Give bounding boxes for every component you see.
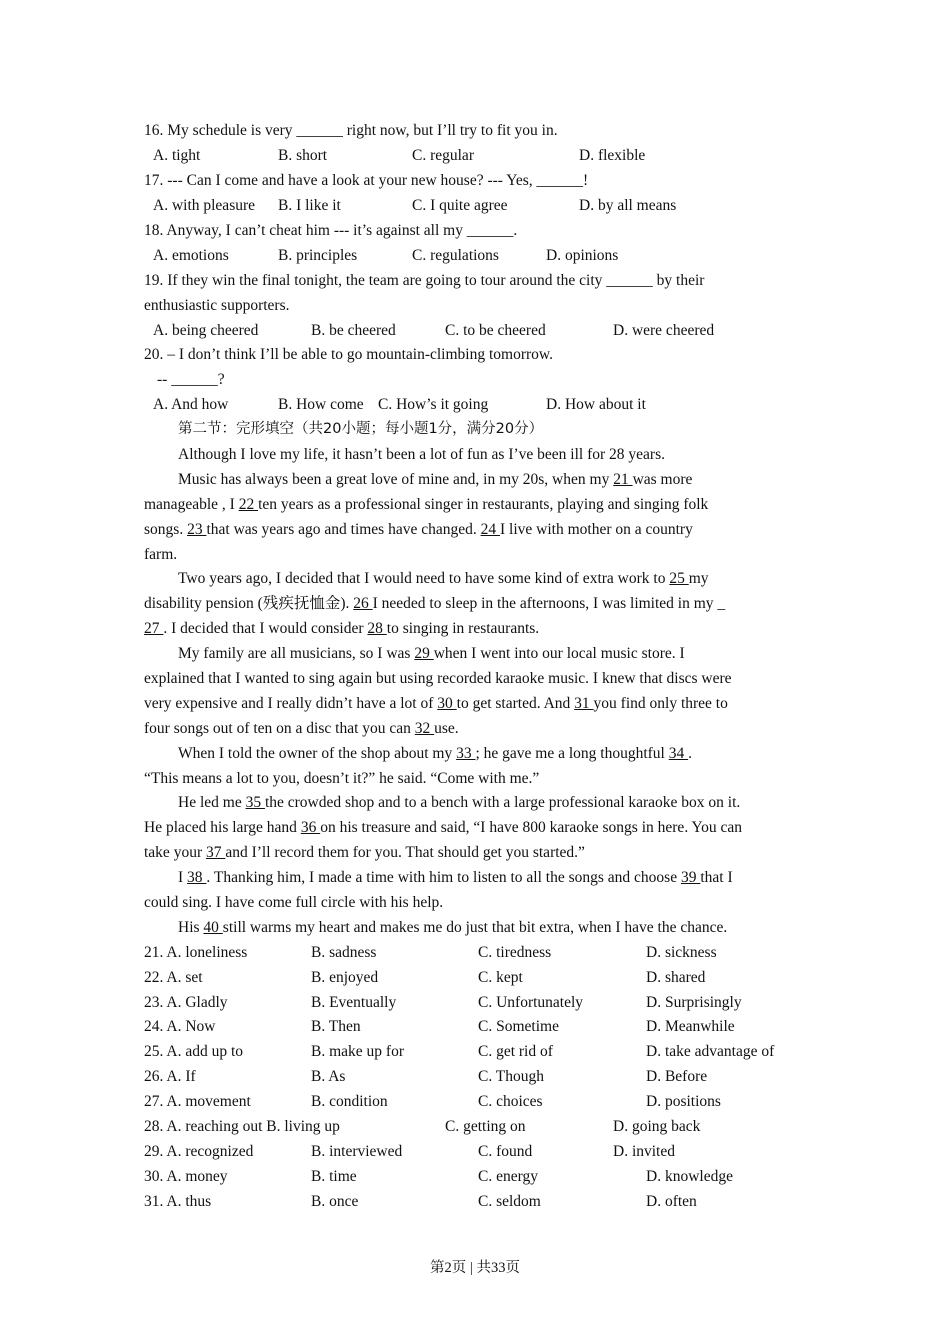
text: .: [688, 745, 692, 762]
text: take your: [144, 844, 206, 861]
text: that I: [700, 869, 733, 886]
text: . Thanking him, I made a time with him to listen to all the songs and choose: [206, 869, 681, 886]
q16-option-b: B. short: [278, 147, 328, 164]
option-c: C. kept: [478, 969, 523, 986]
question-17-stem: 17. --- Can I come and have a look at your new house? --- Yes, ______!: [144, 172, 589, 189]
passage-p7-line2: could sing. I have come full circle with his help.: [144, 894, 444, 911]
blank-29: 29: [414, 645, 434, 662]
option-c: C. energy: [478, 1168, 538, 1185]
q18-option-a: A. emotions: [153, 247, 229, 264]
q16-option-c: C. regular: [412, 147, 474, 164]
blank-38: 38: [187, 869, 207, 886]
passage-p2-line4: farm.: [144, 546, 178, 563]
option-b: B. sadness: [311, 944, 377, 961]
option-b: B. condition: [311, 1093, 388, 1110]
option-c: C. Though: [478, 1068, 545, 1085]
option-c: C. getting on: [445, 1118, 526, 1135]
blank-28: 28: [367, 620, 387, 637]
text: . I decided that I would consider: [163, 620, 368, 637]
text: ten years as a professional singer in restaurants, playing and singing folk: [258, 496, 709, 513]
q17-option-d: D. by all means: [579, 197, 677, 214]
text: songs.: [144, 521, 188, 538]
passage-p4-line4: [144, 719, 459, 739]
option-a: 23. A. Gladly: [144, 994, 228, 1011]
blank-23: 23: [187, 521, 207, 538]
option-d: D. Meanwhile: [646, 1018, 735, 1035]
text: Music has always been a great love of mine and, in my 20s, when my: [178, 471, 614, 488]
option-d: D. take advantage of: [646, 1043, 775, 1060]
option-d: D. often: [646, 1193, 697, 1210]
question-19-stem: 19. If they win the final tonight, the team are going to tour around the city ______ by their: [144, 272, 705, 289]
option-d: D. sickness: [646, 944, 717, 961]
blank-32: 32: [414, 720, 435, 737]
blank-27-start: _: [717, 595, 726, 612]
q20-option-b: B. How come: [278, 396, 364, 413]
text: His: [178, 919, 204, 936]
blank-31: 31: [574, 695, 594, 712]
option-d: D. shared: [646, 969, 706, 986]
text: that was years ago and times have changed.: [206, 521, 481, 538]
text: and I’ll record them for you. That should get you started.”: [225, 844, 585, 861]
passage-p5-line1: [178, 744, 692, 764]
blank-33: 33: [456, 745, 476, 762]
text: four songs out of ten on a disc that you can: [144, 720, 415, 737]
passage-p2-line2: [144, 495, 708, 515]
option-c: C. choices: [478, 1093, 543, 1110]
passage-p1: Although I love my life, it hasn’t been a lot of fun as I’ve been ill for 28 years.: [178, 446, 665, 463]
q20-option-c: C. How’s it going: [378, 396, 489, 413]
blank-25: 25: [669, 570, 689, 587]
blank-40: 40: [203, 919, 223, 936]
text: very expensive and I really didn’t have a lot of: [144, 695, 438, 712]
passage-p4-line1: [178, 644, 685, 664]
page-footer: 第2页 | 共33页: [430, 1260, 520, 1276]
passage-p5-line2: “This means a lot to you, doesn’t it?” he said. “Come with me.”: [144, 770, 540, 787]
q18-option-d: D. opinions: [546, 247, 619, 264]
question-18-stem: 18. Anyway, I can’t cheat him --- it’s against all my ______.: [144, 222, 518, 239]
option-c: C. found: [478, 1143, 533, 1160]
text: the crowded shop and to a bench with a large professional karaoke box on it.: [264, 794, 741, 811]
q18-option-b: B. principles: [278, 247, 358, 264]
q19-option-a: A. being cheered: [153, 322, 259, 339]
blank-36: 36: [300, 819, 321, 836]
text: I: [178, 869, 188, 886]
q20-option-d: D. How about it: [546, 396, 646, 413]
option-a: 31. A. thus: [144, 1193, 212, 1210]
text: Two years ago, I decided that I would need to have some kind of extra work to: [178, 570, 670, 587]
option-b: B. make up for: [311, 1043, 404, 1060]
text: ; he gave me a long thoughtful: [475, 745, 669, 762]
text: manageable , I: [144, 496, 239, 513]
passage-p8-line1: [178, 918, 727, 938]
blank-37: 37: [205, 844, 226, 861]
option-a: 21. A. loneliness: [144, 944, 248, 961]
text: I needed to sleep in the afternoons, I was limited in my: [372, 595, 718, 612]
option-a: 25. A. add up to: [144, 1043, 244, 1060]
q17-option-a: A. with pleasure: [153, 197, 256, 214]
blank-30: 30: [437, 695, 457, 712]
blank-27: 27: [144, 620, 164, 637]
text: to get started. And: [456, 695, 575, 712]
q20-option-a: A. And how: [153, 396, 229, 413]
option-b: B. Eventually: [311, 994, 397, 1011]
passage-p6-line2: [144, 818, 742, 838]
passage-p6-line1: [178, 793, 740, 813]
blank-34: 34: [668, 745, 689, 762]
passage-p3-line3: [144, 619, 539, 639]
option-c: C. tiredness: [478, 944, 552, 961]
option-b: B. Then: [311, 1018, 361, 1035]
question-16-stem: 16. My schedule is very ______ right now, but I’ll try to fit you in.: [144, 122, 558, 139]
q19-option-b: B. be cheered: [311, 322, 396, 339]
q19-option-d: D. were cheered: [613, 322, 715, 339]
option-d: D. knowledge: [646, 1168, 733, 1185]
text: still warms my heart and makes me do just that bit extra, when I have the chance.: [222, 919, 728, 936]
option-b: B. enjoyed: [311, 969, 379, 986]
text: you find only three to: [593, 695, 728, 712]
section-title: 第二节：完形填空（共20小题；每小题1分，满分20分）: [178, 421, 544, 437]
option-a: 22. A. set: [144, 969, 203, 986]
option-b: B. time: [311, 1168, 357, 1185]
option-a: 29. A. recognized: [144, 1143, 254, 1160]
text: My family are all musicians, so I was: [178, 645, 415, 662]
blank-35: 35: [245, 794, 265, 811]
text: to singing in restaurants.: [386, 620, 540, 637]
passage-p4-line2: explained that I wanted to sing again but using recorded karaoke music. I knew that discs were: [144, 670, 732, 687]
option-c: C. Unfortunately: [478, 994, 584, 1011]
text: He led me: [178, 794, 246, 811]
text: When I told the owner of the shop about my: [178, 745, 457, 762]
option-b: B. interviewed: [311, 1143, 403, 1160]
blank-24: 24: [480, 521, 500, 538]
q19-option-c: C. to be cheered: [445, 322, 546, 339]
passage-p6-line3: [144, 843, 585, 863]
passage-p7-line1: [178, 868, 733, 888]
option-c: C. get rid of: [478, 1043, 553, 1060]
option-a: 24. A. Now: [144, 1018, 216, 1035]
blank-22: 22: [238, 496, 259, 513]
option-d: D. Before: [646, 1068, 708, 1085]
blank-21: 21: [613, 471, 633, 488]
text: use.: [434, 720, 459, 737]
passage-p2-line1: [178, 470, 692, 490]
option-d: D. invited: [613, 1143, 675, 1160]
q18-option-c: C. regulations: [412, 247, 499, 264]
blank-39: 39: [680, 869, 701, 886]
q17-option-c: C. I quite agree: [412, 197, 508, 214]
question-20-stem: 20. – I don’t think I’ll be able to go mountain-climbing tomorrow.: [144, 346, 553, 363]
option-b: B. As: [311, 1068, 346, 1085]
option-b: B. once: [311, 1193, 359, 1210]
option-a-b: 28. A. reaching out B. living up: [144, 1118, 340, 1135]
blank-26: 26: [353, 595, 373, 612]
question-20-stem-cont: -- ______?: [157, 371, 225, 388]
option-d: D. positions: [646, 1093, 721, 1110]
option-a: 30. A. money: [144, 1168, 228, 1185]
text: was more: [632, 471, 693, 488]
passage-p4-line3: [144, 694, 728, 714]
q16-option-d: D. flexible: [579, 147, 646, 164]
q17-option-b: B. I like it: [278, 197, 341, 214]
option-d: D. going back: [613, 1118, 701, 1135]
text: when I went into our local music store. I: [433, 645, 685, 662]
passage-p2-line3: [144, 520, 693, 540]
option-d: D. Surprisingly: [646, 994, 742, 1011]
text: I live with mother on a country: [500, 521, 693, 538]
text: on his treasure and said, “I have 800 karaoke songs in here. You can: [320, 819, 743, 836]
question-19-stem-cont: enthusiastic supporters.: [144, 297, 290, 314]
option-c: C. seldom: [478, 1193, 541, 1210]
option-a: 26. A. If: [144, 1068, 196, 1085]
option-a: 27. A. movement: [144, 1093, 251, 1110]
passage-p3-line2: [144, 594, 725, 614]
option-c: C. Sometime: [478, 1018, 559, 1035]
text: my: [688, 570, 709, 587]
text: disability pension (残疾抚恤金).: [144, 595, 354, 612]
q16-option-a: A. tight: [153, 147, 201, 164]
text: He placed his large hand: [144, 819, 301, 836]
passage-p3-line1: [178, 569, 709, 589]
